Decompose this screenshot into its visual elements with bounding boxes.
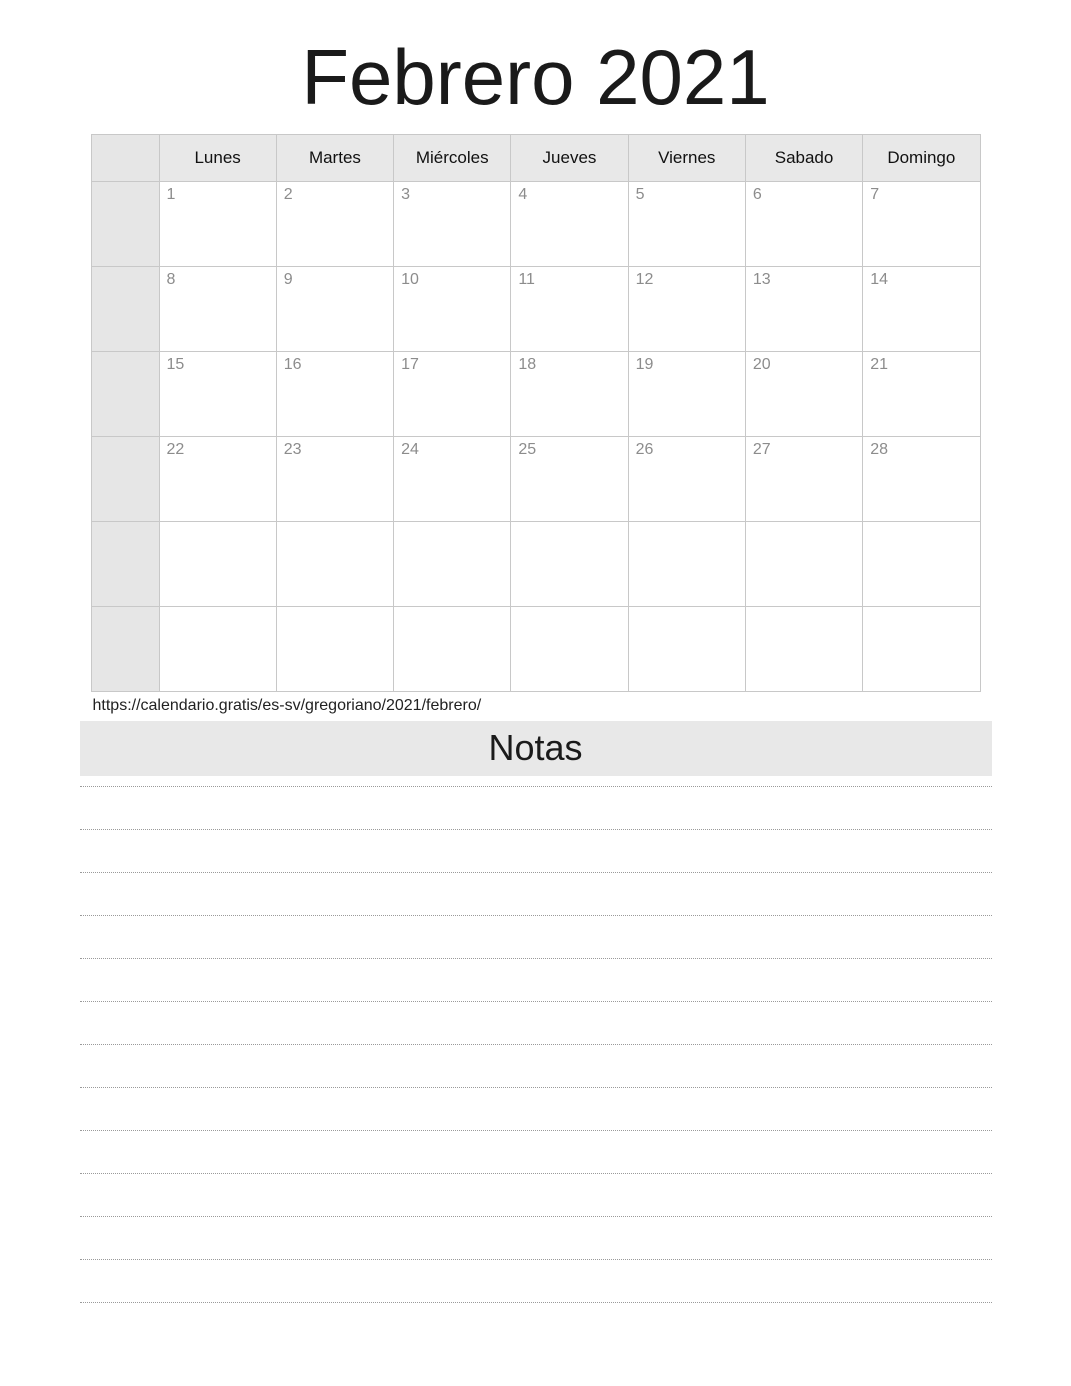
note-line[interactable] [80,1217,992,1260]
day-cell[interactable] [511,352,628,437]
week-number-corner [91,135,159,182]
calendar-body [91,182,980,692]
note-line[interactable] [80,873,992,916]
day-cell[interactable] [276,267,393,352]
day-number: 24 [401,441,419,458]
day-cell[interactable] [628,182,745,267]
day-cell-empty[interactable] [511,522,628,607]
day-cell[interactable] [511,182,628,267]
note-line[interactable] [80,1131,992,1174]
day-cell-empty[interactable] [511,607,628,692]
day-cell[interactable] [276,182,393,267]
day-cell[interactable] [394,267,511,352]
day-cell-empty[interactable] [745,607,862,692]
note-line[interactable] [80,1088,992,1131]
weekday-header-domingo: Domingo [863,135,980,182]
day-number: 14 [870,271,888,288]
weekday-header-viernes: Viernes [628,135,745,182]
day-cell[interactable] [159,182,276,267]
source-url[interactable]: https://calendario.gratis/es-sv/gregoriano/2021/febrero/ [92,697,482,714]
note-line[interactable] [80,1260,992,1303]
day-number: 18 [518,356,537,373]
day-cell-empty[interactable] [628,607,745,692]
day-number: 5 [635,186,645,203]
day-number: 15 [166,356,185,373]
week-label-cell [91,182,159,267]
day-cell-empty[interactable] [276,522,393,607]
note-line[interactable] [80,1045,992,1088]
day-number: 23 [283,441,302,458]
day-cell-empty[interactable] [159,522,276,607]
day-number: 10 [401,271,419,288]
day-cell[interactable] [863,182,980,267]
day-number: 6 [752,186,762,203]
page-title: Febrero 2021 [301,33,770,121]
day-cell[interactable] [511,267,628,352]
day-cell-empty[interactable] [394,522,511,607]
weekday-header-sabado: Sabado [745,135,862,182]
note-line[interactable] [80,786,992,830]
note-line[interactable] [80,959,992,1002]
day-number: 22 [166,441,185,458]
day-cell[interactable] [628,352,745,437]
day-cell[interactable] [745,437,862,522]
calendar-table [91,134,981,692]
day-cell[interactable] [745,267,862,352]
day-cell[interactable] [745,182,862,267]
day-number: 26 [635,441,654,458]
day-cell-empty[interactable] [394,607,511,692]
notes-lines [80,776,992,1303]
day-cell[interactable] [863,267,980,352]
day-number: 21 [870,356,888,373]
day-number: 3 [401,186,410,203]
day-cell[interactable] [745,352,862,437]
day-number: 16 [283,356,302,373]
day-cell-empty[interactable] [628,522,745,607]
day-cell-empty[interactable] [276,607,393,692]
day-cell[interactable] [628,267,745,352]
day-cell[interactable] [394,352,511,437]
day-number: 28 [870,441,888,458]
calendar-week-row [91,267,980,352]
weekday-header-miercoles: Miércoles [394,135,511,182]
note-line[interactable] [80,1174,992,1217]
note-line[interactable] [80,830,992,873]
day-cell-empty[interactable] [745,522,862,607]
week-label-cell [91,607,159,692]
day-cell[interactable] [159,437,276,522]
day-cell[interactable] [159,352,276,437]
calendar-head [91,135,980,182]
weekday-header-martes: Martes [276,135,393,182]
day-cell[interactable] [628,437,745,522]
weekday-header-row [91,135,980,182]
day-number: 9 [283,271,293,288]
calendar-week-row [91,352,980,437]
day-cell[interactable] [511,437,628,522]
weekday-header-lunes: Lunes [159,135,276,182]
day-cell[interactable] [276,352,393,437]
day-number: 27 [752,441,771,458]
day-number: 20 [752,356,771,373]
calendar-week-row [91,607,980,692]
calendar-container [91,134,981,692]
day-number: 2 [283,186,293,203]
day-number: 11 [518,271,535,288]
day-cell[interactable] [159,267,276,352]
day-cell[interactable] [394,182,511,267]
note-line[interactable] [80,916,992,959]
day-cell-empty[interactable] [863,607,980,692]
day-cell-empty[interactable] [863,522,980,607]
day-number: 12 [635,271,654,288]
day-number: 25 [518,441,537,458]
note-line[interactable] [80,1002,992,1045]
day-number: 13 [752,271,771,288]
week-label-cell [91,437,159,522]
calendar-week-row [91,182,980,267]
day-cell[interactable] [863,352,980,437]
calendar-week-row [91,437,980,522]
week-label-cell [91,267,159,352]
day-number: 19 [635,356,654,373]
day-cell[interactable] [863,437,980,522]
notes-section [80,721,992,1303]
week-label-cell [91,352,159,437]
calendar-week-row [91,522,980,607]
day-cell[interactable] [276,437,393,522]
day-number: 17 [401,356,419,373]
weekday-header-jueves: Jueves [511,135,628,182]
day-cell-empty[interactable] [159,607,276,692]
day-number: 4 [518,186,528,203]
day-number: 8 [166,271,176,288]
notes-title: Notas [80,721,992,776]
week-label-cell [91,522,159,607]
day-cell[interactable] [394,437,511,522]
day-number: 7 [870,186,880,203]
day-number: 1 [166,186,176,203]
